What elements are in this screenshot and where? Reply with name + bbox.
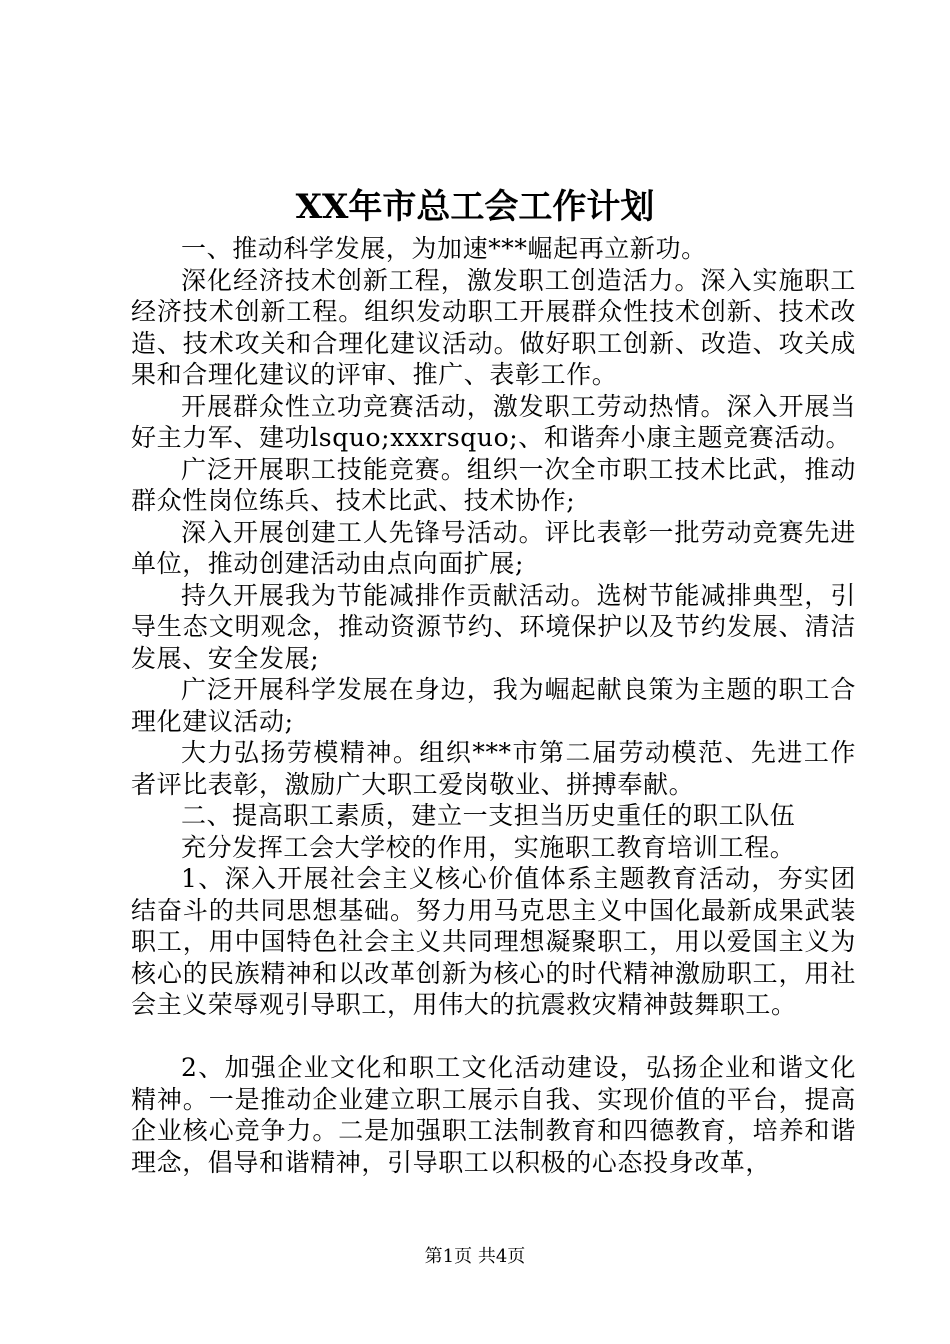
page-number: 第1页 共4页: [424, 1246, 526, 1267]
document-title: XX年市总工会工作计划: [295, 187, 655, 227]
paragraph: 开展群众性立功竞赛活动，激发职工劳动热情。深入开展当好主力军、建功lsquo;xxxrsquo;、和谐奔小康主题竞赛活动。: [131, 391, 856, 452]
paragraph: 深化经济技术创新工程，激发职工创造活力。深入实施职工经济技术创新工程。组织发动职工开展群众性技术创新、技术改造、技术攻关和合理化建议活动。做好职工创新、改造、攻关成果和合理化建议的评审、推广、表彰工作。: [131, 265, 856, 389]
paragraph: 2、加强企业文化和职工文化活动建设，弘扬企业和谐文化精神。一是推动企业建立职工展示自我、实现价值的平台，提高企业核心竞争力。二是加强职工法制教育和四德教育，培养和谐理念，倡导和谐精神，引导职工以积极的心态投身改革，: [131, 1053, 856, 1177]
paragraph: 广泛开展科学发展在身边，我为崛起献良策为主题的职工合理化建议活动;: [131, 675, 856, 736]
paragraph: 持久开展我为节能减排作贡献活动。选树节能减排典型，引导生态文明观念，推动资源节约、环境保护以及节约发展、清洁发展、安全发展;: [131, 580, 856, 673]
paragraph: 1、深入开展社会主义核心价值体系主题教育活动，夯实团结奋斗的共同思想基础。努力用马克思主义中国化最新成果武装职工，用中国特色社会主义共同理想凝聚职工，用以爱国主义为核心的民族精神和以改革创新为核心的时代精神激励职工，用社会主义荣辱观引导职工，用伟大的抗震救灾精神鼓舞职工。: [131, 864, 856, 1019]
paragraph: 深入开展创建工人先锋号活动。评比表彰一批劳动竞赛先进单位，推动创建活动由点向面扩展;: [131, 517, 856, 578]
section-heading: 二、提高职工素质，建立一支担当历史重任的职工队伍: [181, 801, 796, 830]
paragraph: 广泛开展职工技能竞赛。组织一次全市职工技术比武，推动群众性岗位练兵、技术比武、技术协作;: [131, 454, 856, 515]
paragraph: 一、推动科学发展，为加速***崛起再立新功。: [181, 234, 707, 263]
paragraph: 充分发挥工会大学校的作用，实施职工教育培训工程。: [181, 832, 796, 862]
paragraph: 大力弘扬劳模精神。组织***市第二届劳动模范、先进工作者评比表彰，激励广大职工爱岗敬业、拼搏奉献。: [131, 738, 856, 799]
document-body: [131, 233, 856, 1178]
